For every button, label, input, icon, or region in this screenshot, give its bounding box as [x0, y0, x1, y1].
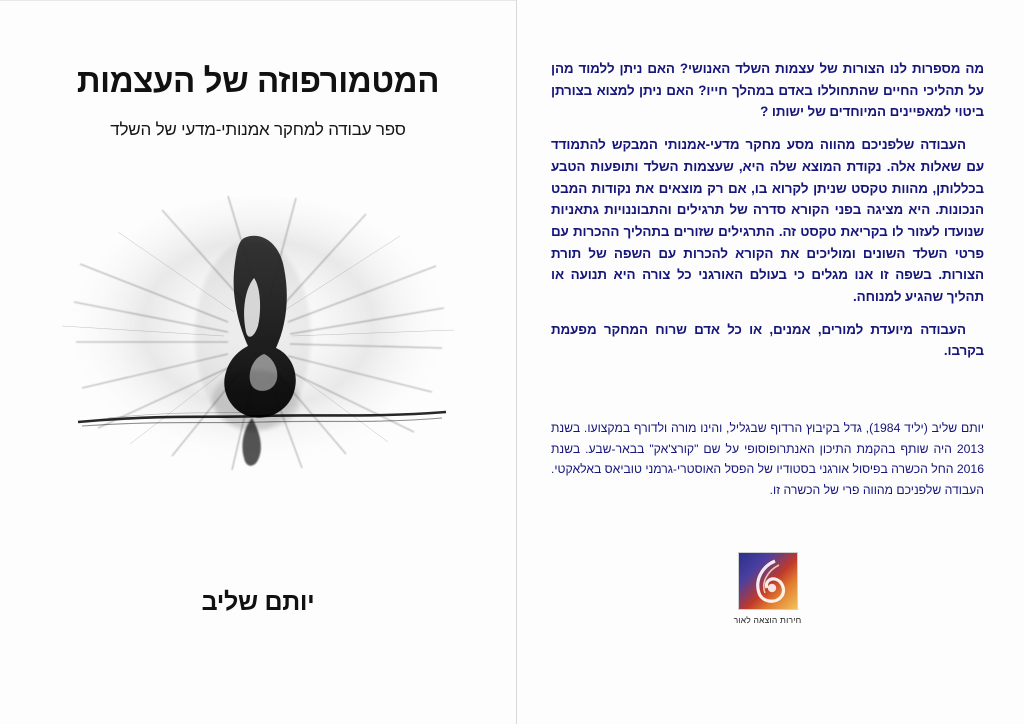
book-title: המטמורפוזה של העצמות [76, 62, 440, 99]
skeleton-charcoal-illustration [48, 186, 468, 516]
publisher-logo-icon [738, 552, 798, 610]
cover-artwork [42, 186, 474, 516]
author-name: יותם שליב [201, 587, 315, 616]
back-cover-panel [517, 0, 1024, 724]
blurb-paragraph-3: העבודה מיועדת למורים, אמנים, או כל אדם שרוח המחקר מפעמת בקרבו. [551, 321, 984, 359]
publisher-name: חירות הוצאה לאור [733, 615, 802, 626]
back-cover-blurb [551, 58, 984, 362]
publisher-block [551, 552, 984, 625]
blurb-paragraph-1: מה מספרות לנו הצורות של עצמות השלד האנושי? האם ניתן ללמוד מהן על תהליכי החיים שהתחוללו באדם במהלך חייו? האם ניתן למצוא בצורתן ביטוי למאפיינים המיוחדים של ישותו ? [551, 61, 984, 120]
blurb-paragraph-2: העבודה שלפניכם מהווה מסע מחקר מדעי-אמנותי המבקש להתמודד עם שאלות אלה. נקודת המוצא שלה היא, שעצמות השלד ותופעות הטבע בכללותן, מהוות טקסט שניתן לקרוא בו, אם רק מוצאים את נקודות המבט הנכונות. היא מציגה בפני הקורא סדרה של תרגילים והתבוננויות גתאניות שנועדו לעזור לו בקריאת טקסט זה. התרגילים שזורים בתהליך ההכרות עם פרטי השלד השונים ומוליכים את הקורא להכרות עם השפה של תורת הצורות. בשפה זו אנו מגלים כי בעולם האורגני כל צורה היא תנועה או תהליך שהגיע למנוחה. [551, 137, 984, 305]
author-bio-text: יותם שליב (יליד 1984), גדל בקיבוץ הרדוף שבגליל, והינו מורה ולדורף במקצועו. בשנת 2013 היה שותף בהקמת התיכון האנתרופוסופי על שם "קורצ'אק" בבאר-שבע. בשנת 2016 החל הכשרה בפיסול אורגני בסטודיו של הפסל האוסטרי-גרמני טוביאס באלאקטי. העבודה שלפניכם מהווה פרי של הכשרה זו. [551, 421, 985, 497]
flame-swirl-icon [745, 557, 791, 605]
author-bio [551, 418, 984, 500]
book-subtitle: ספר עבודה למחקר אמנותי-מדעי של השלד [110, 119, 406, 139]
